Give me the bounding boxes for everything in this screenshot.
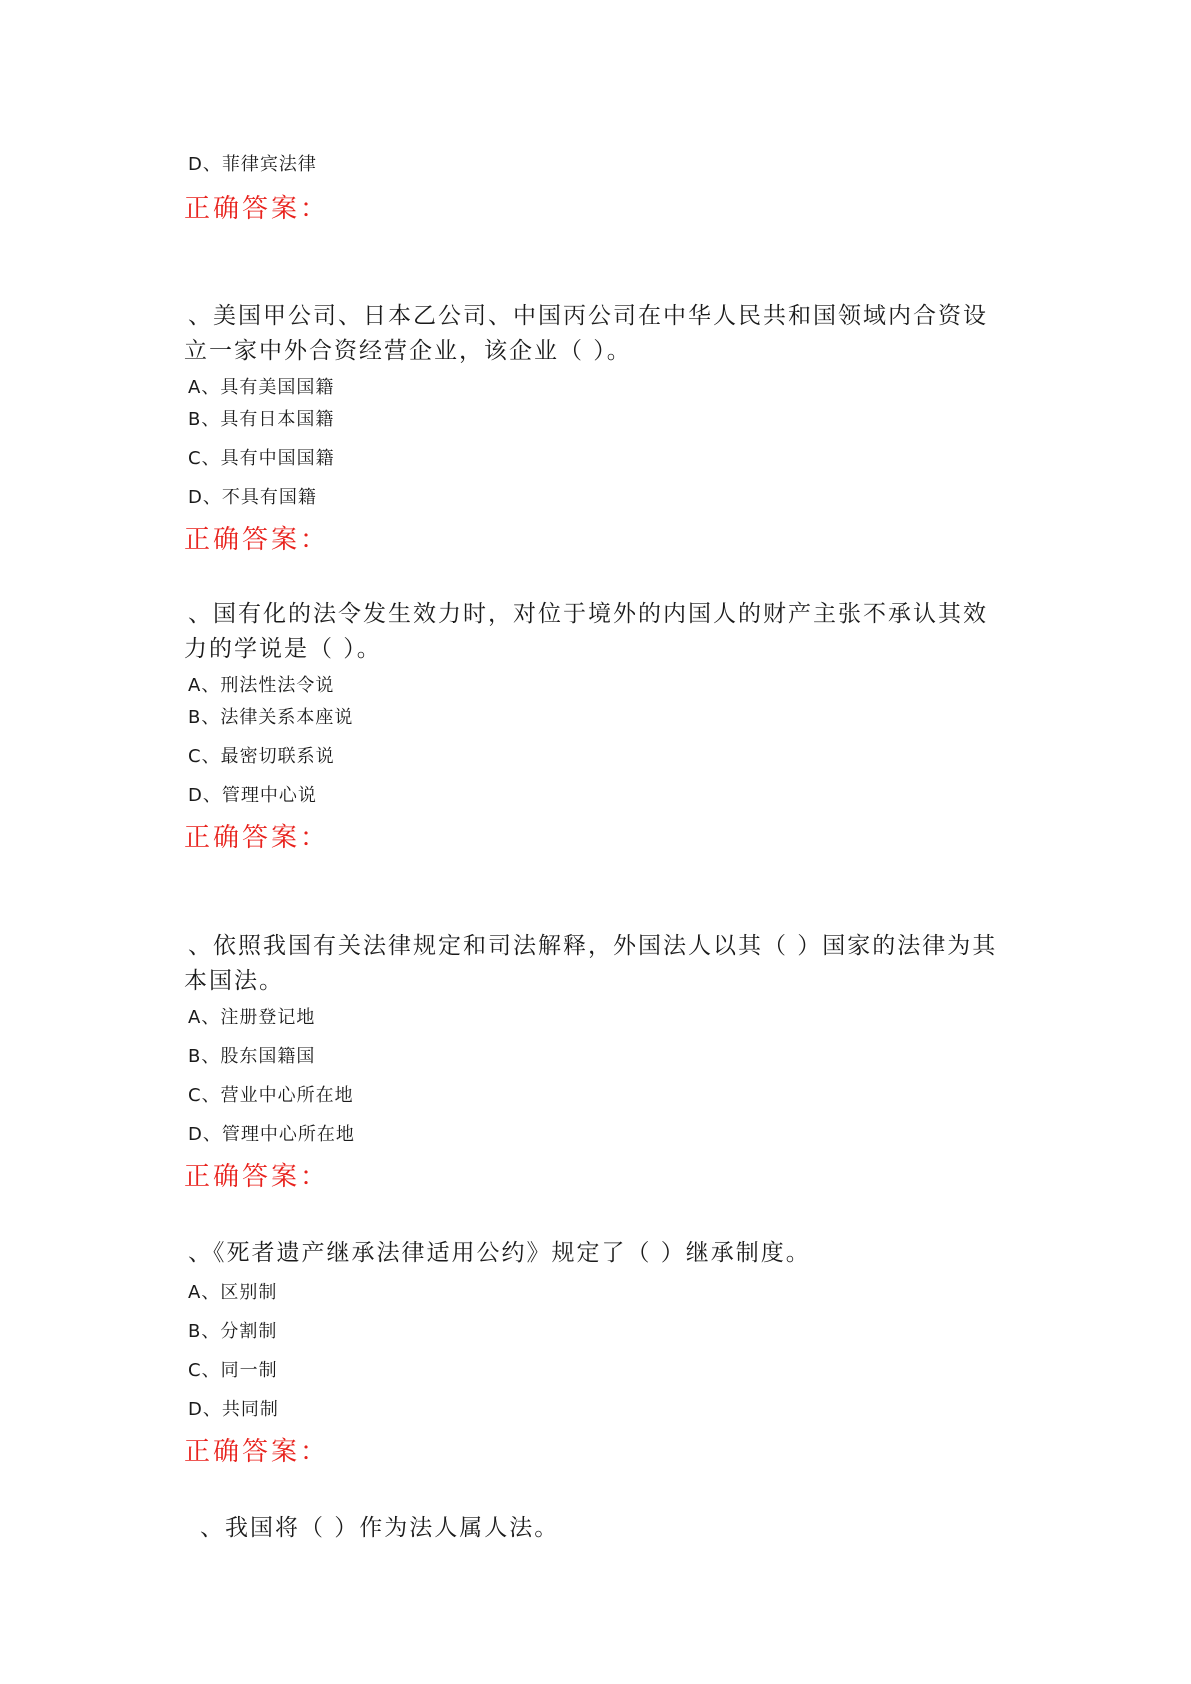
question-1-line-1: 、美国甲公司、日本乙公司、中国丙公司在中华人民共和国领域内合资设 (188, 303, 988, 329)
question-2-line-1: 、国有化的法令发生效力时，对位于境外的内国人的财产主张不承认其效 (188, 601, 988, 627)
option-letter: D、 (188, 1399, 222, 1420)
option-b (188, 1042, 315, 1068)
option-text: 法律关系本座说 (220, 707, 354, 728)
option-text: 区别制 (220, 1282, 278, 1303)
option-b (188, 1317, 277, 1343)
option-c (188, 1356, 278, 1382)
correct-answer-label: 正确答案： (184, 823, 330, 853)
option-text: 管理中心说 (221, 785, 317, 806)
question-1-line-2: 立一家中外合资经营企业，该企业（ ）。 (184, 338, 632, 364)
option-letter: B、 (188, 1046, 221, 1067)
option-a (188, 671, 334, 697)
option-d (188, 781, 317, 807)
option-text: 注册登记地 (220, 1007, 316, 1028)
question-2-line-2: 力的学说是（ ）。 (184, 636, 382, 662)
option-text: 共同制 (221, 1399, 279, 1420)
option-letter: D、 (188, 785, 222, 806)
option-letter: C、 (188, 1085, 221, 1106)
option-d (188, 1395, 279, 1421)
option-text: 刑法性法令说 (220, 675, 335, 696)
option-letter: D、 (188, 154, 222, 175)
option-letter: C、 (188, 746, 221, 767)
correct-answer-label: 正确答案： (184, 1437, 330, 1467)
correct-answer-label: 正确答案： (184, 525, 330, 555)
option-text: 具有美国国籍 (220, 377, 335, 398)
option-d (188, 483, 317, 509)
option-c (188, 444, 335, 470)
option-letter: A、 (188, 1007, 221, 1028)
correct-answer-label: 正确答案： (184, 1162, 330, 1192)
option-letter: A、 (188, 1282, 221, 1303)
option-text: 分割制 (220, 1321, 278, 1342)
option-b (188, 405, 334, 431)
option-text: 管理中心所在地 (221, 1124, 355, 1145)
option-letter: D、 (188, 1124, 222, 1145)
option-a (188, 373, 334, 399)
option-text: 股东国籍国 (220, 1046, 316, 1067)
option-letter: B、 (188, 707, 221, 728)
option-letter: C、 (188, 1360, 221, 1381)
option-letter: B、 (188, 1321, 221, 1342)
question-3-line-2: 本国法。 (184, 968, 284, 994)
option-c (188, 742, 335, 768)
correct-answer-label: 正确答案： (184, 194, 330, 224)
option-letter: B、 (188, 409, 221, 430)
question-3-line-1: 、依照我国有关法律规定和司法解释，外国法人以其（ ）国家的法律为其 (188, 933, 998, 959)
option-letter: C、 (188, 448, 221, 469)
option-text: 具有日本国籍 (220, 409, 335, 430)
option-text: 具有中国国籍 (220, 448, 335, 469)
option-text: 最密切联系说 (220, 746, 335, 767)
option-text: 菲律宾法律 (221, 154, 317, 175)
option-letter: A、 (188, 675, 221, 696)
option-d (188, 1120, 355, 1146)
question-5-line-1: 、我国将（ ）作为法人属人法。 (200, 1515, 560, 1541)
question-4-line-1: 、《死者遗产继承法律适用公约》规定了（ ）继承制度。 (188, 1240, 811, 1266)
option-b (188, 703, 353, 729)
option-letter: A、 (188, 377, 221, 398)
option-text: 同一制 (220, 1360, 278, 1381)
option-d (188, 150, 317, 176)
option-a (188, 1003, 315, 1029)
option-text: 营业中心所在地 (220, 1085, 354, 1106)
option-text: 不具有国籍 (221, 487, 317, 508)
option-a (188, 1278, 277, 1304)
option-c (188, 1081, 354, 1107)
option-letter: D、 (188, 487, 222, 508)
